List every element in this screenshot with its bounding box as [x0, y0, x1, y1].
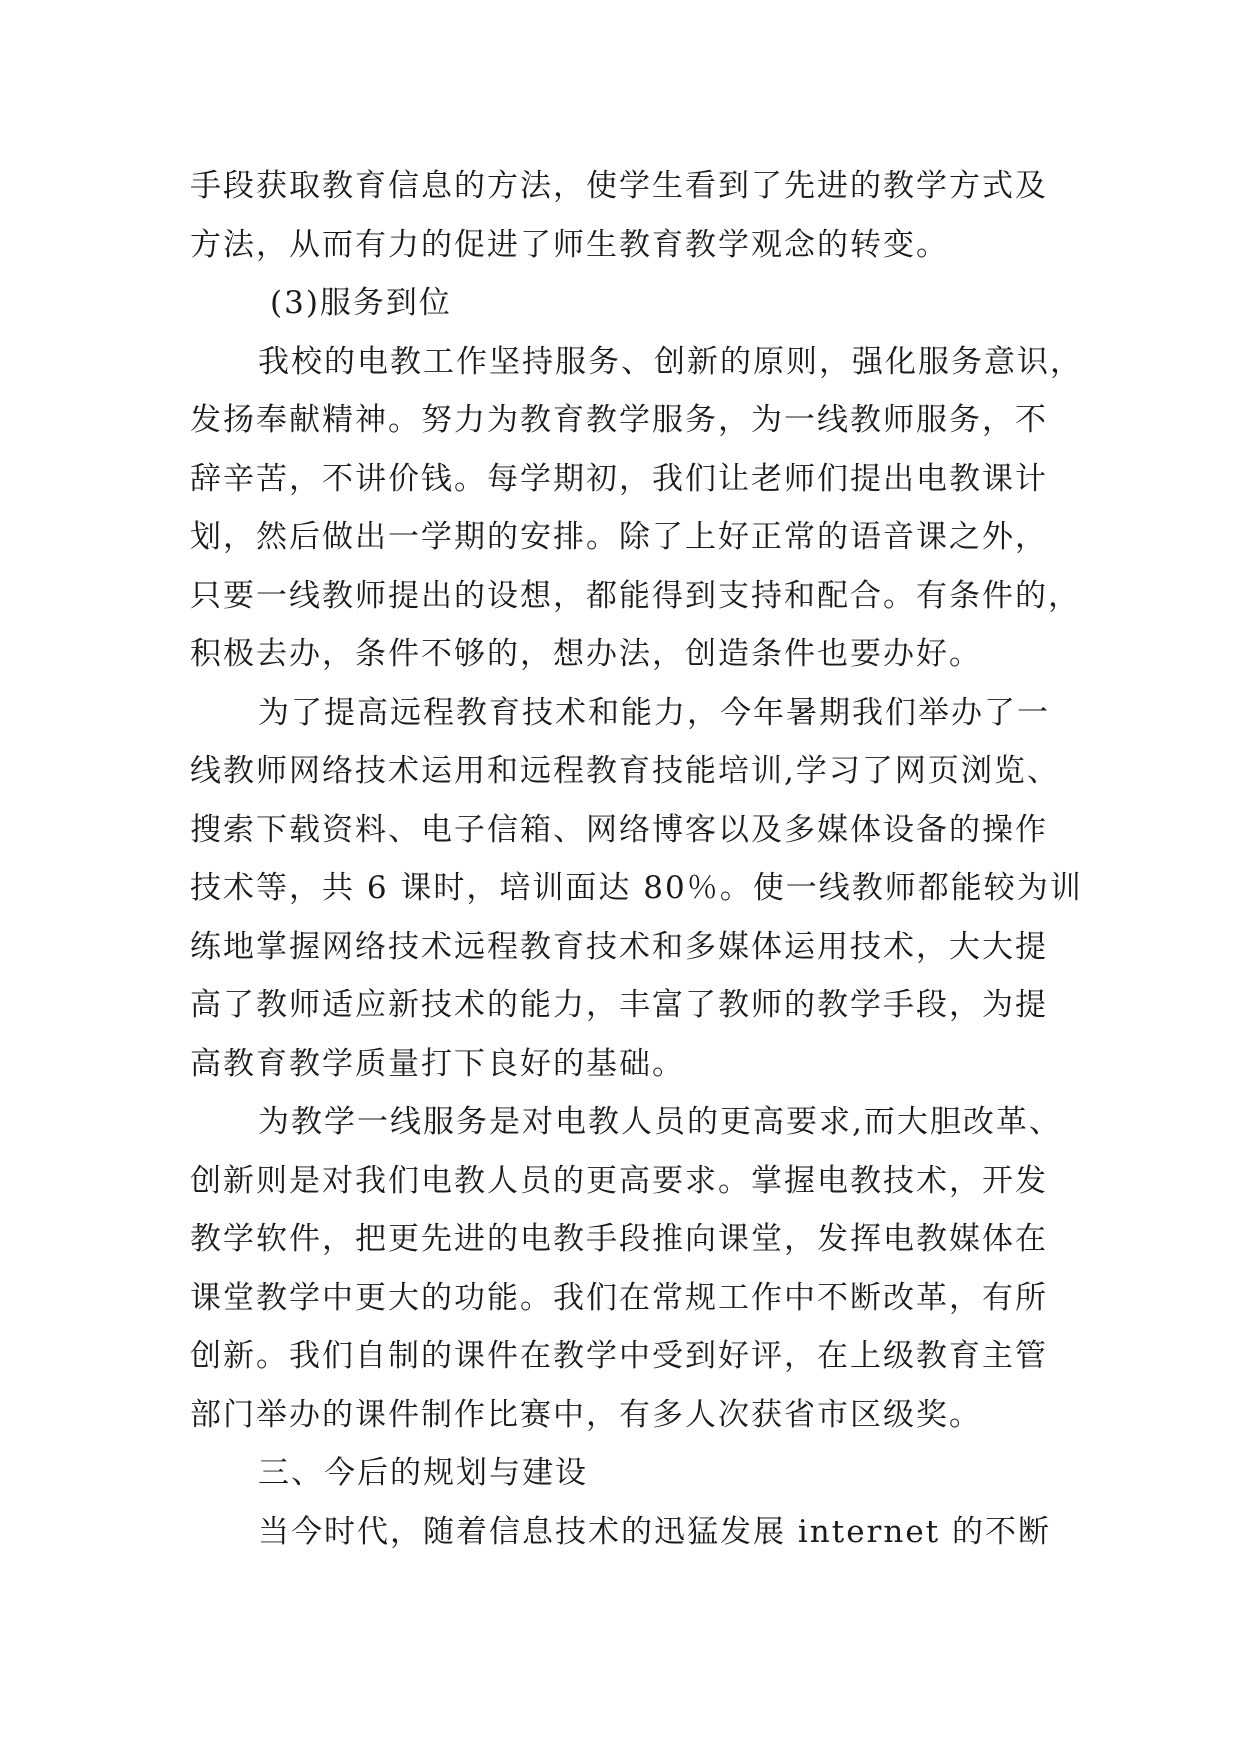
- text-line: 部门举办的课件制作比赛中，有多人次获省市区级奖。: [190, 1396, 982, 1433]
- text-line: 课堂教学中更大的功能。我们在常规工作中不断改革，有所: [190, 1279, 1048, 1316]
- text-line: 创新。我们自制的课件在教学中受到好评，在上级教育主管: [190, 1338, 1048, 1374]
- text-line: 为教学一线服务是对电教人员的更高要求,而大胆改革、: [258, 1104, 1062, 1140]
- text-line: 三、今后的规划与建设: [258, 1455, 588, 1491]
- text-line: 辞辛苦，不讲价钱。每学期初，我们让老师们提出电教课计: [190, 460, 1048, 497]
- text-line: 高教育教学质量打下良好的基础。: [190, 1045, 685, 1082]
- text-line: 搜索下载资料、电子信箱、网络博客以及多媒体设备的操作: [190, 811, 1048, 848]
- body-text: [190, 157, 1083, 1561]
- text-line: 发扬奉献精神。努力为教育教学服务，为一线教师服务，不: [190, 402, 1048, 438]
- text-line: 积极去办，条件不够的，想办法，创造条件也要办好。: [190, 636, 982, 672]
- text-line: (3)服务到位: [270, 285, 452, 321]
- text-line: 教学软件，把更先进的电教手段推向课堂，发挥电教媒体在: [190, 1221, 1048, 1257]
- text-line: 我校的电教工作坚持服务、创新的原则，强化服务意识，: [258, 343, 1083, 380]
- text-line: 高了教师适应新技术的能力，丰富了教师的教学手段，为提: [190, 987, 1048, 1023]
- text-line: 只要一线教师提出的设想，都能得到支持和配合。有条件的，: [190, 577, 1081, 614]
- text-line: 手段获取教育信息的方法，使学生看到了先进的教学方式及: [190, 168, 1048, 204]
- text-line: 创新则是对我们电教人员的更高要求。掌握电教技术，开发: [190, 1162, 1048, 1199]
- text-line: 线教师网络技术运用和远程教育技能培训,学习了网页浏览、: [190, 753, 1060, 789]
- text-line: 技术等，共 6 课时，培训面达 80％。使一线教师都能较为训: [190, 870, 1083, 906]
- text-line: 练地掌握网络技术远程教育技术和多媒体运用技术，大大提: [190, 928, 1048, 965]
- text-line: 划，然后做出一学期的安排。除了上好正常的语音课之外，: [190, 519, 1048, 555]
- text-line: 为了提高远程教育技术和能力，今年暑期我们举办了一: [258, 694, 1050, 731]
- text-line: 方法，从而有力的促进了师生教育教学观念的转变。: [190, 226, 949, 263]
- text-line: 当今时代，随着信息技术的迅猛发展 internet 的不断: [258, 1513, 1051, 1550]
